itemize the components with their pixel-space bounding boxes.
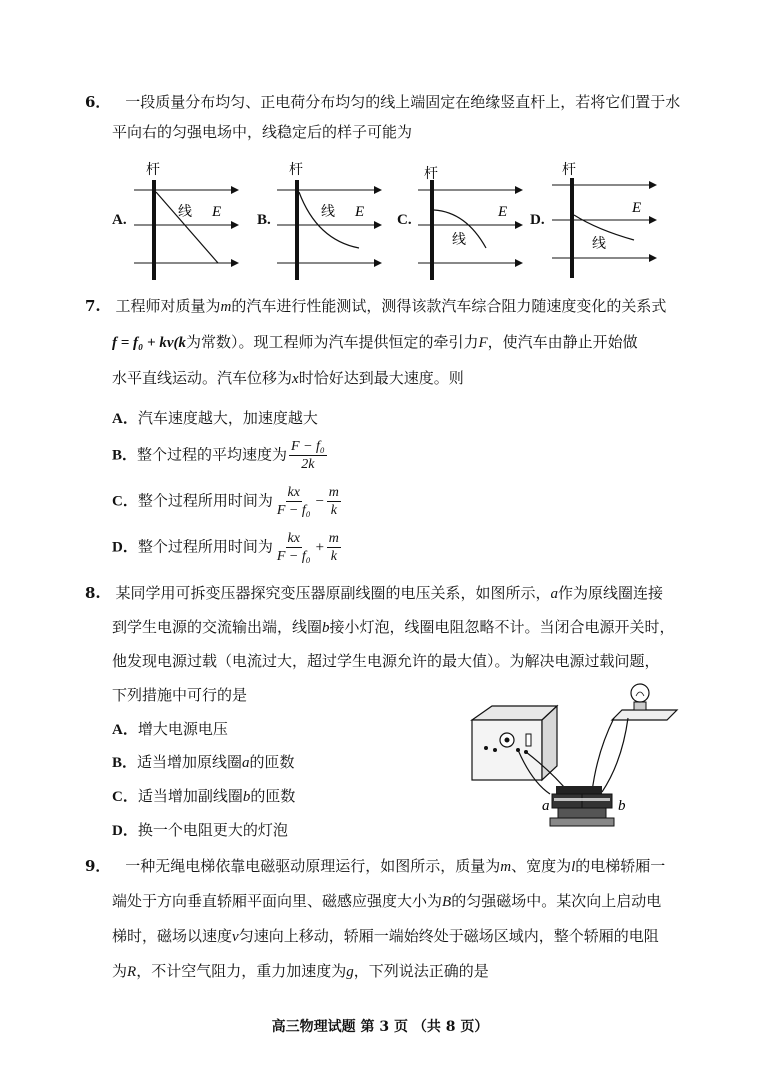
q7-formula: f = f₀ + kv(k (112, 335, 186, 351)
q9-line-3: 梯时，磁场以速度v匀速向上移动，轿厢一端始终处于磁场区域内，整个轿厢的电阻 (112, 927, 659, 945)
q6c-wire-label: 线 (452, 233, 466, 248)
q8-line-1: 8. 某同学用可拆变压器探究变压器原副线圈的电压关系，如图所示，a作为原线圈连接 (85, 584, 663, 602)
q7-line-1: 7. 工程师对质量为m的汽车进行性能测试，测得该款汽车综合阻力随速度变化的关系式 (85, 297, 667, 315)
q6d-wire-label: 线 (592, 237, 606, 252)
q7-option-b: B．整个过程的平均速度为 $\frac{\text{F − f₀}}{2k}$ (112, 439, 325, 472)
q7-option-d: D．整个过程所用时间为 $\frac{kx}{\text{F − f₀}}$ + $\frac{m}{k}$ (112, 531, 339, 564)
q8-transformer-figure (462, 682, 687, 832)
q6-number: 6． (85, 93, 111, 111)
q9-line-1: 9． 一种无绳电梯依靠电磁驱动原理运行，如图所示，质量为m、宽度为l的电梯轿厢一 (85, 857, 666, 875)
q6-figures (112, 160, 712, 280)
bulb-icon (631, 684, 649, 702)
q6-option-c-diagram (418, 160, 528, 280)
q6b-field-label: E (355, 204, 365, 220)
transformer-yoke (556, 786, 602, 794)
q9-line-2: 端处于方向垂直轿厢平面向里、磁感应强度大小为B的匀强磁场中。某次向上启动电 (112, 892, 662, 910)
q6b-wire-label: 线 (321, 205, 335, 220)
q7c-fraction-2: $\frac{m}{k}$ (328, 485, 339, 518)
q6b-rod-label: 杆 (289, 163, 303, 178)
power-supply-box (472, 720, 542, 780)
q6-option-c-letter: C. (397, 212, 412, 228)
q7d-fraction-2: $\frac{m}{k}$ (328, 531, 339, 564)
q6-option-b-diagram (277, 160, 387, 280)
q7-option-a: A．汽车速度越大，加速度越大 (112, 409, 318, 427)
q7c-fraction-1: $\frac{kx}{\text{F − f₀}}$ (276, 485, 311, 518)
q7b-fraction: $\frac{\text{F − f₀}}{2k}$ (291, 439, 325, 472)
coil-a-label: a (542, 798, 550, 814)
q9-number: 9． (85, 857, 111, 875)
q6d-rod-label: 杆 (562, 163, 576, 178)
q9-line-4: 为R，不计空气阻力，重力加速度为g，下列说法正确的是 (112, 962, 489, 980)
q7-line-3: 水平直线运动。汽车位移为x时恰好达到最大速度。则 (112, 369, 464, 387)
q8-option-a: A．增大电源电压 (112, 720, 228, 738)
q6c-field-label: E (498, 204, 508, 220)
q7d-fraction-1: $\frac{kx}{\text{F − f₀}}$ (276, 531, 311, 564)
switch-icon (526, 734, 531, 746)
q8-line-3: 他发现电源过载（电流过大，超过学生电源允许的最大值）。为解决电源过载问题， (112, 652, 660, 670)
q6-option-a-diagram (134, 160, 244, 280)
q7-line-2: f = f₀ + kv(k为常数）。现工程师为汽车提供恒定的牵引力F，使汽车由静止开始做 (112, 333, 638, 351)
q6a-field-label: E (212, 204, 222, 220)
lamp-base (612, 710, 677, 720)
q8-option-b: B．适当增加原线圈a的匝数 (112, 753, 295, 771)
q8-line-2: 到学生电源的交流输出端，线圈b接小灯泡，线圈电阻忽略不计。当闭合电源开关时， (112, 618, 675, 636)
q8-option-d: D．换一个电阻更大的灯泡 (112, 821, 288, 839)
q6-line-2: 平向右的匀强电场中，线稳定后的样子可能为 (112, 123, 413, 141)
q6c-rod-label: 杆 (424, 167, 438, 182)
q8-line-4: 下列措施中可行的是 (112, 686, 248, 704)
q7-option-c: C．整个过程所用时间为 $\frac{kx}{\text{F − f₀}}$ − $\frac{m}{k}$ (112, 485, 339, 518)
q7-number: 7. (85, 297, 101, 315)
coil-b-label: b (618, 798, 626, 814)
q6-option-b-letter: B. (257, 212, 271, 228)
q6a-rod-label: 杆 (146, 163, 160, 178)
page-footer: 高三物理试题 第 3 页 （共 8 页） (271, 1019, 489, 1035)
q6-option-d-letter: D. (530, 212, 545, 228)
q6-option-a-letter: A. (112, 212, 127, 228)
q6d-field-label: E (632, 200, 642, 216)
q6a-wire-label: 线 (178, 205, 192, 220)
transformer-core (558, 808, 606, 818)
q8-number: 8. (85, 584, 101, 602)
q6-option-d-diagram (552, 160, 662, 280)
q8-option-c: C．适当增加副线圈b的匝数 (112, 787, 296, 805)
q6-line-1: 6． 一段质量分布均匀、正电荷分布均匀的线上端固定在绝缘竖直杆上，若将它们置于水 (85, 93, 681, 111)
